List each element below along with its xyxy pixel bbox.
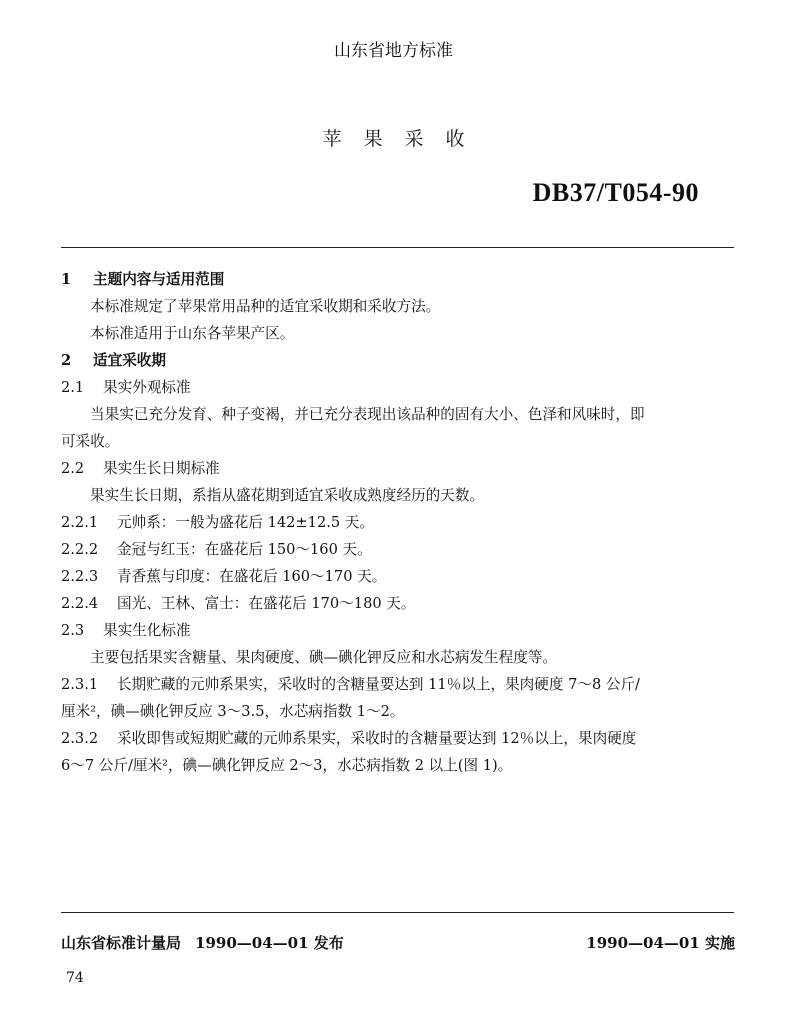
- paragraph: 本标准适用于山东各苹果产区。: [90, 325, 295, 342]
- subsection-heading: [61, 455, 737, 482]
- subsection-title: 果实生长日期标准: [103, 460, 220, 477]
- effective-date: 1990—04—01 实施: [586, 934, 735, 952]
- clause: [61, 725, 737, 752]
- subsection-number: 2.2: [61, 460, 85, 477]
- clause-text: 采收即售或短期贮藏的元帅系果实，采收时的含糖量要达到 12％以上，果肉硬度: [117, 730, 637, 747]
- clause: [61, 509, 737, 536]
- section-title: 适宜采收期: [93, 352, 166, 369]
- bottom-divider: [61, 912, 734, 913]
- document-body: [61, 266, 737, 779]
- paragraph: 当果实已充分发育、种子变褐，并已充分表现出该品种的固有大小、色泽和风味时，即: [90, 406, 645, 423]
- subsection-heading: [61, 374, 737, 401]
- top-divider: [61, 247, 734, 248]
- section-heading: [61, 266, 737, 293]
- clause-continuation: 6～7 公斤/厘米²，碘—碘化钾反应 2～3，水芯病指数 2 以上(图 1)。: [61, 757, 513, 774]
- issuer: 山东省标准计量局: [61, 934, 182, 952]
- footer-issue: [61, 932, 344, 953]
- clause-number: 2.3.1: [61, 676, 99, 693]
- clause: [61, 590, 737, 617]
- paragraph: 本标准规定了苹果常用品种的适宜采收期和采收方法。: [90, 298, 441, 315]
- issue-date: 1990—04—01 发布: [195, 934, 344, 952]
- clause: [61, 536, 737, 563]
- paragraph-continuation: 可采收。: [61, 433, 120, 450]
- paragraph: 主要包括果实含糖量、果肉硬度、碘—碘化钾反应和水芯病发生程度等。: [90, 649, 558, 666]
- subsection-number: 2.1: [61, 379, 85, 396]
- clause-text: 元帅系：一般为盛花后 142±12.5 天。: [117, 514, 374, 531]
- paragraph: 果实生长日期，系指从盛花期到适宜采收成熟度经历的天数。: [90, 487, 485, 504]
- section-number: 1: [61, 271, 72, 288]
- document-header: 山东省地方标准: [334, 41, 453, 61]
- subsection-heading: [61, 617, 737, 644]
- subsection-title: 果实生化标准: [103, 622, 191, 639]
- section-number: 2: [61, 352, 72, 369]
- clause-text: 金冠与红玉：在盛花后 150～160 天。: [117, 541, 372, 558]
- clause-number: 2.2.4: [61, 595, 99, 612]
- standard-code: DB37/T054-90: [532, 178, 699, 207]
- clause-number: 2.2.1: [61, 514, 99, 531]
- section-title: 主题内容与适用范围: [93, 271, 225, 288]
- subsection-number: 2.3: [61, 622, 85, 639]
- clause-number: 2.2.2: [61, 541, 99, 558]
- clause-number: 2.3.2: [61, 730, 99, 747]
- document-title: 苹果采收: [322, 128, 487, 150]
- subsection-title: 果实外观标准: [103, 379, 191, 396]
- clause-text: 国光、王林、富士：在盛花后 170～180 天。: [117, 595, 416, 612]
- clause-continuation: 厘米²，碘—碘化钾反应 3～3.5，水芯病指数 1～2。: [61, 703, 405, 720]
- clause: [61, 671, 737, 698]
- clause-text: 长期贮藏的元帅系果实，采收时的含糖量要达到 11％以上，果肉硬度 7～8 公斤/: [117, 676, 640, 693]
- clause-number: 2.2.3: [61, 568, 99, 585]
- clause: [61, 563, 737, 590]
- section-heading: [61, 347, 737, 374]
- page-number: 74: [66, 970, 84, 986]
- clause-text: 青香蕉与印度：在盛花后 160～170 天。: [117, 568, 387, 585]
